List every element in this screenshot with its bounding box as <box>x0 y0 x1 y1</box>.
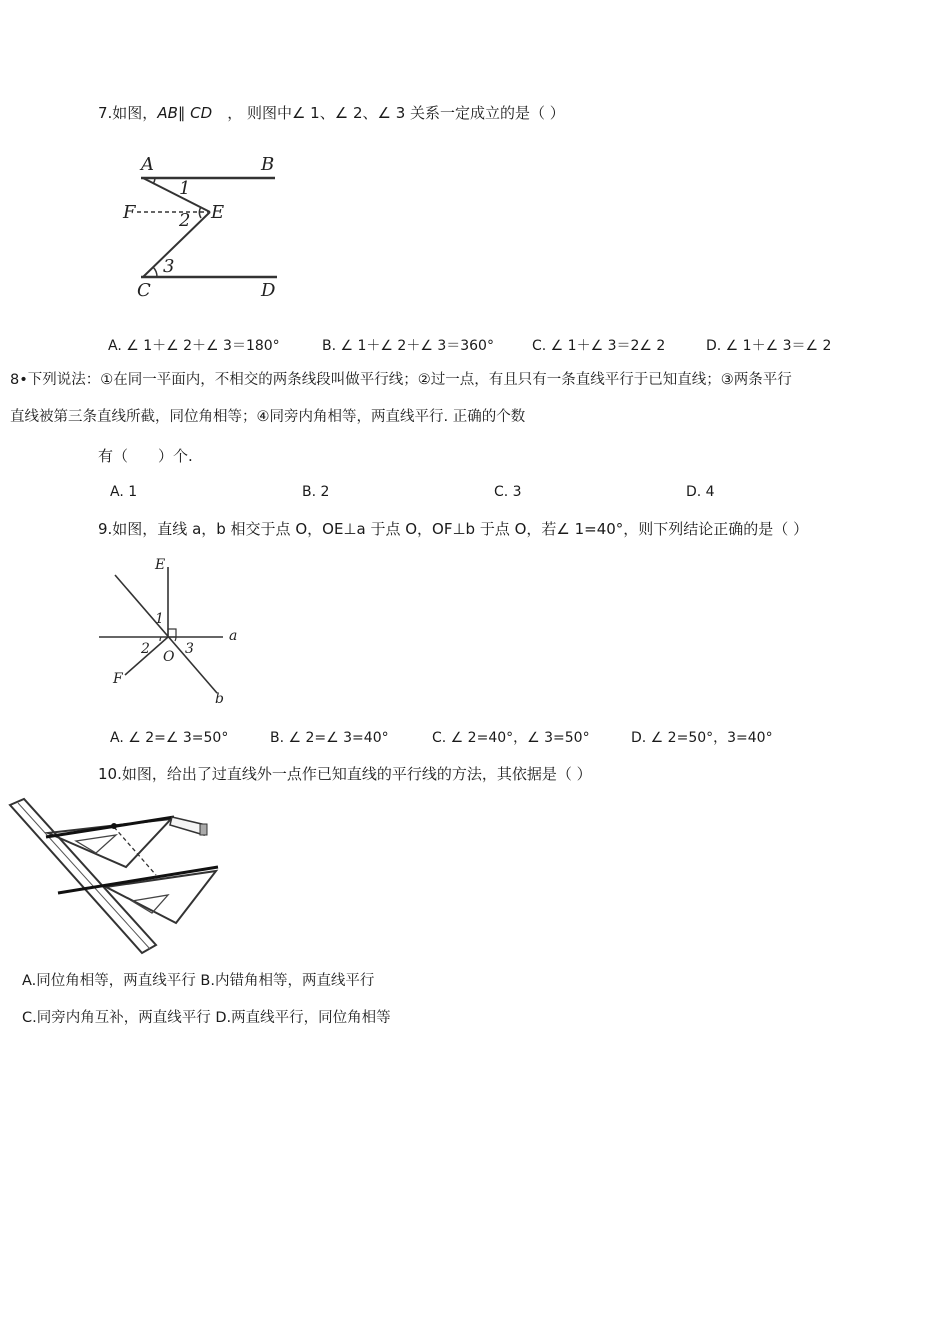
q7-label-e: E <box>211 202 225 223</box>
q9-label-o: O <box>163 649 175 665</box>
q10-pencil-eraser <box>200 824 207 835</box>
q10-upper-line <box>46 817 174 837</box>
q8-option-c: C. 3 <box>494 484 522 500</box>
q9-label-a: a <box>229 628 238 644</box>
q7-option-c: C. ∠ 1＋∠ 3＝2∠ 2 <box>532 338 666 354</box>
q7-parallel-symbol: ∥ <box>177 104 186 122</box>
q9-option-c: C. ∠ 2=40°，∠ 3=50° <box>432 730 590 746</box>
q9-label-3: 3 <box>185 641 194 657</box>
q9-label-b: b <box>215 691 224 707</box>
q8-option-d: D. 4 <box>686 484 715 500</box>
q7-cd: CD <box>190 104 213 122</box>
q9-label-2: 2 <box>141 641 150 657</box>
q8-line-2: 直线被第三条直线所截，同位角相等；④同旁内角相等，两直线平行. 正确的个数 <box>10 409 526 425</box>
q7-rest: ， 则图中∠ 1、∠ 2、∠ 3 关系一定成立的是（ ） <box>227 104 565 122</box>
q7-label-d: D <box>261 280 276 301</box>
q7-figure <box>115 150 295 300</box>
q9-stem: 9.如图，直线 a，b 相交于点 O，OE⊥a 于点 O，OF⊥b 于点 O，若∠ 1=40°，则下列结论正确的是（ ） <box>98 520 809 538</box>
q8-option-b: B. 2 <box>302 484 330 500</box>
q9-angle2-arc <box>160 637 161 641</box>
q7-prefix: 7.如图， <box>98 104 158 122</box>
q10-stem: 10.如图，给出了过直线外一点作已知直线的平行线的方法，其依据是（ ） <box>98 765 592 783</box>
q9-figure <box>95 555 255 715</box>
q7-label-b: B <box>261 154 275 175</box>
q7-label-a: A <box>141 154 154 175</box>
q8-line-1: 8•下列说法：①在同一平面内，不相交的两条线段叫做平行线；②过一点，有且只有一条直线平行于已知直线；③两条平行 <box>10 372 792 388</box>
q7-angle3-arc <box>153 267 157 277</box>
q8-option-a: A. 1 <box>110 484 138 500</box>
q9-option-b: B. ∠ 2=∠ 3=40° <box>270 730 389 746</box>
q9-option-d: D. ∠ 2=50°，3=40° <box>631 730 773 746</box>
q9-line-b <box>115 575 217 693</box>
q7-option-d: D. ∠ 1＋∠ 3＝∠ 2 <box>706 338 832 354</box>
q9-right-angle-mark <box>168 629 176 637</box>
q7-stem <box>98 103 565 123</box>
q10-options-line-1: A.同位角相等，两直线平行 B.内错角相等，两直线平行 <box>22 973 375 989</box>
q7-label-2: 2 <box>179 210 191 231</box>
q8-line-3: 有（ ）个. <box>98 447 193 465</box>
q7-label-3: 3 <box>163 256 175 277</box>
q7-ab: AB <box>157 104 178 122</box>
q7-label-c: C <box>137 280 151 301</box>
q10-options-line-2: C.同旁内角互补，两直线平行 D.两直线平行，同位角相等 <box>22 1010 391 1026</box>
q10-upper-set-square-hole <box>76 835 116 853</box>
q7-label-f: F <box>123 202 136 223</box>
q9-label-e: E <box>155 557 166 573</box>
q7-label-1: 1 <box>179 178 191 199</box>
q10-dashed-line <box>114 827 156 875</box>
q10-point <box>111 823 117 829</box>
q9-label-f: F <box>113 671 123 687</box>
q9-option-a: A. ∠ 2=∠ 3=50° <box>110 730 229 746</box>
q9-label-1: 1 <box>155 611 164 627</box>
q7-option-a: A. ∠ 1＋∠ 2＋∠ 3＝180° <box>108 338 280 354</box>
q10-figure <box>6 795 226 965</box>
q7-option-b: B. ∠ 1＋∠ 2＋∠ 3＝360° <box>322 338 494 354</box>
